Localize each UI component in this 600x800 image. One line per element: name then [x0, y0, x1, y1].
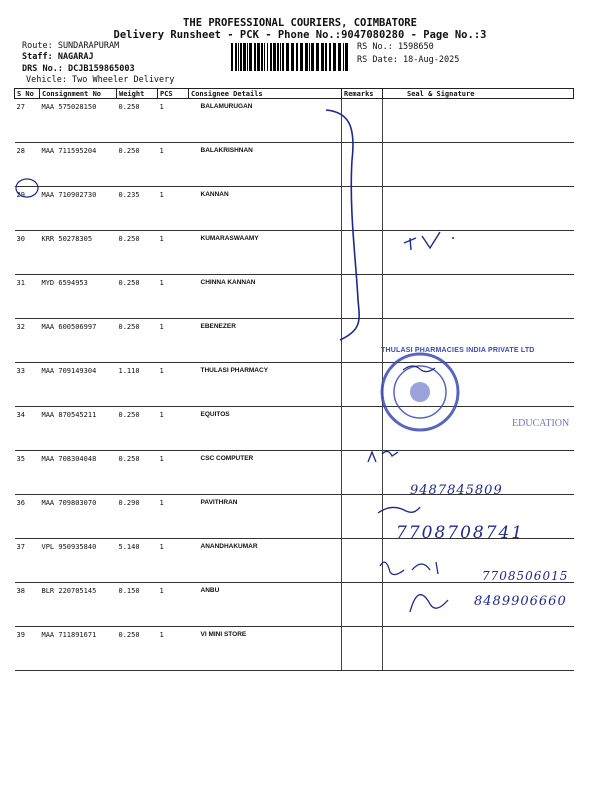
cell-pcs: 1: [158, 187, 189, 231]
cell-sno: 27: [15, 99, 40, 143]
rs-date: RS Date: 18-Aug-2025: [357, 55, 460, 65]
cell-pcs: 1: [158, 275, 189, 319]
cell-consignment-no: MAA 710902730: [40, 187, 117, 231]
cell-consignee: CSC COMPUTER: [189, 451, 342, 495]
header-seal: Seal & Signature: [383, 89, 574, 99]
cell-pcs: 1: [158, 407, 189, 451]
cell-pcs: 1: [158, 99, 189, 143]
header-pcs: PCS: [158, 89, 189, 99]
company-title: THE PROFESSIONAL COURIERS, COIMBATORE: [183, 17, 417, 29]
cell-consignee: CHINNA KANNAN: [189, 275, 342, 319]
cell-consignment-no: MAA 600506997: [40, 319, 117, 363]
cell-weight: 0.250: [117, 99, 158, 143]
education-stamp-text: EDUCATION: [512, 418, 570, 429]
cell-pcs: 1: [158, 583, 189, 627]
cell-sno: 38: [15, 583, 40, 627]
cell-consignment-no: MYD 6594953: [40, 275, 117, 319]
signature-row36: [368, 451, 398, 462]
cell-sno: 29: [15, 187, 40, 231]
cell-sno: 32: [15, 319, 40, 363]
cell-weight: 0.235: [117, 187, 158, 231]
cell-consignment-no: MAA 708304048: [40, 451, 117, 495]
cell-consignment-no: MAA 575028150: [40, 99, 117, 143]
cell-pcs: 1: [158, 363, 189, 407]
cell-consignee: PAVITHRAN: [189, 495, 342, 539]
cell-pcs: 1: [158, 451, 189, 495]
cell-sno: 36: [15, 495, 40, 539]
cell-sno: 30: [15, 231, 40, 275]
cell-weight: 0.250: [117, 275, 158, 319]
cell-sno: 39: [15, 627, 40, 671]
cell-consignee: VI MINI STORE: [189, 627, 342, 671]
cell-consignment-no: MAA 870545211: [40, 407, 117, 451]
cell-pcs: 1: [158, 539, 189, 583]
pharmacy-stamp-text: THULASI PHARMACIES INDIA PRIVATE LTD: [381, 347, 535, 354]
cell-consignment-no: MAA 709149304: [40, 363, 117, 407]
cell-sno: 33: [15, 363, 40, 407]
cell-pcs: 1: [158, 319, 189, 363]
bracket-stroke: [326, 110, 359, 340]
cell-consignee: KANNAN: [189, 187, 342, 231]
cell-sno: 28: [15, 143, 40, 187]
signature-row39b: [410, 595, 448, 612]
cell-consignee: THULASI PHARMACY: [189, 363, 342, 407]
staff-label: Staff: NAGARAJ: [22, 52, 94, 62]
cell-consignment-no: MAA 711891671: [40, 627, 117, 671]
cell-weight: 0.150: [117, 583, 158, 627]
cell-pcs: 1: [158, 231, 189, 275]
cell-consignee: EQUITOS: [189, 407, 342, 451]
cell-consignment-no: VPL 950935840: [40, 539, 117, 583]
cell-consignment-no: KRR 50278305: [40, 231, 117, 275]
vehicle-label: Vehicle: Two Wheeler Delivery: [26, 75, 175, 85]
cell-consignment-no: MAA 709803070: [40, 495, 117, 539]
cell-weight: 1.110: [117, 363, 158, 407]
signature-row39a: [380, 562, 438, 575]
rs-number: RS No.: 1598650: [357, 42, 434, 52]
cell-consignee: BALAMURUGAN: [189, 99, 342, 143]
route-label: Route: SUNDARAPURAM: [22, 41, 120, 51]
cell-sno: 37: [15, 539, 40, 583]
cell-sno: 35: [15, 451, 40, 495]
cell-weight: 0.250: [117, 451, 158, 495]
header-weight: Weight: [117, 89, 158, 99]
cell-consignee: EBENEZER: [189, 319, 342, 363]
cell-weight: 0.290: [117, 495, 158, 539]
cell-consignment-no: BLR 220705145: [40, 583, 117, 627]
cell-weight: 5.140: [117, 539, 158, 583]
cell-consignee: ANBU: [189, 583, 342, 627]
drs-number: DRS No.: DCJB159865003: [22, 64, 135, 74]
cell-weight: 0.250: [117, 319, 158, 363]
handwritten-phone-39b: 8489906660: [474, 594, 567, 609]
cell-weight: 0.250: [117, 627, 158, 671]
cell-pcs: 1: [158, 627, 189, 671]
handwritten-phone-39a: 7708506015: [482, 569, 569, 583]
row-circle-mark: [16, 179, 38, 197]
header-consignee: Consignee Details: [189, 89, 342, 99]
header-remarks: Remarks: [342, 89, 383, 99]
cell-weight: 0.250: [117, 231, 158, 275]
runsheet-subtitle: Delivery Runsheet - PCK - Phone No.:9047080280 - Page No.:3: [113, 29, 487, 41]
cell-sno: 34: [15, 407, 40, 451]
handwritten-phone-37: 9487845809: [410, 483, 503, 498]
cell-consignee: ANANDHAKUMAR: [189, 539, 342, 583]
cell-weight: 0.250: [117, 407, 158, 451]
cell-sno: 31: [15, 275, 40, 319]
signature-row37: [378, 507, 420, 513]
cell-consignee: BALAKRISHNAN: [189, 143, 342, 187]
header-sno: S No: [15, 89, 40, 99]
cell-pcs: 1: [158, 495, 189, 539]
handwritten-phone-38: 7708708741: [396, 523, 525, 543]
header-consignment: Consignment No: [40, 89, 117, 99]
signature-row30: [404, 232, 454, 250]
bank-stamp: [382, 354, 458, 430]
cell-weight: 0.250: [117, 143, 158, 187]
cell-consignment-no: MAA 711595204: [40, 143, 117, 187]
cell-pcs: 1: [158, 143, 189, 187]
cell-consignee: KUMARASWAAMY: [189, 231, 342, 275]
